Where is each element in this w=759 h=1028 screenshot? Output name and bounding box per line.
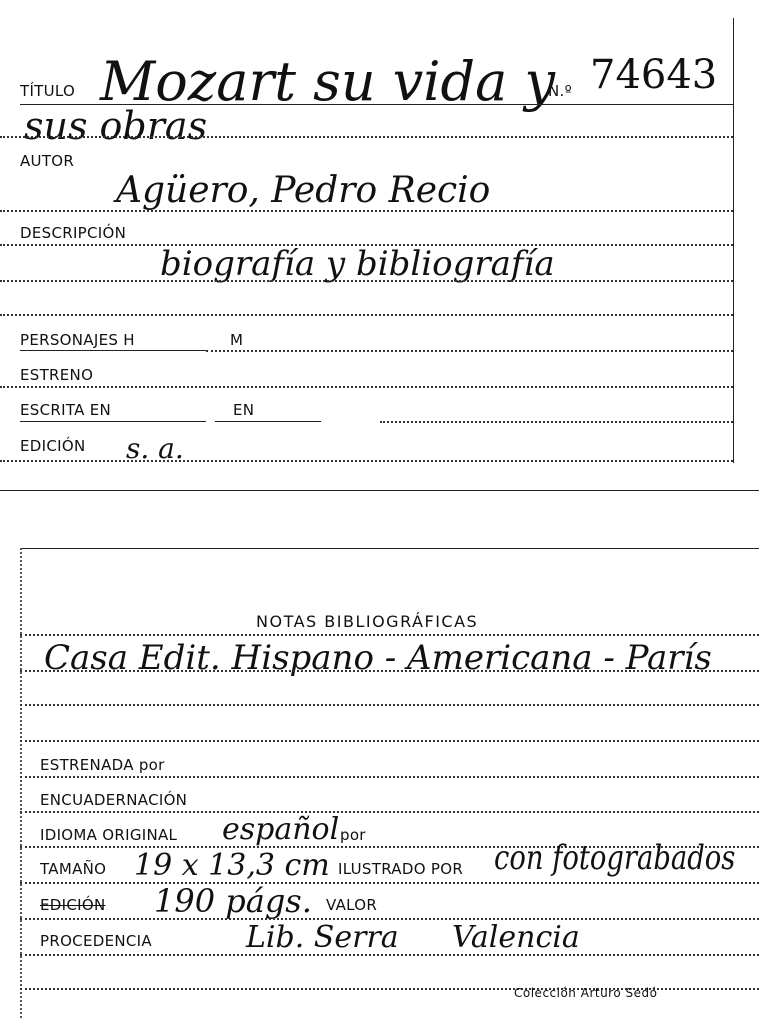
- personajes-h-underline: [20, 350, 206, 351]
- escrita-en-label: ESCRITA EN: [20, 401, 112, 419]
- estreno-label: ESTRENO: [20, 366, 94, 384]
- titulo-value-line2: sus obras: [24, 104, 208, 148]
- notas-dotted-line-1: [20, 634, 759, 636]
- titulo-dotted-line: [0, 136, 733, 138]
- notas-dotted-line-4: [20, 740, 759, 742]
- idioma-label: IDIOMA ORIGINAL: [40, 826, 178, 844]
- notas-value: Casa Edit. Hispano - Americana - París: [44, 638, 712, 678]
- en-label: EN: [233, 401, 255, 419]
- coleccion-footer: Colección Arturo Sedó: [514, 986, 658, 1000]
- procedencia-lib-value: Lib. Serra: [246, 920, 399, 955]
- encuadernacion-label: ENCUADERNACIÓN: [40, 791, 188, 809]
- valor-label: VALOR: [326, 896, 378, 914]
- estrenada-label: ESTRENADA por: [40, 756, 165, 774]
- estrenada-dotted-line: [20, 776, 759, 778]
- personajes-h-label: PERSONAJES H: [20, 331, 135, 349]
- card-bottom-left-border: [20, 548, 22, 1018]
- ilustrado-value: con fotograbados: [494, 838, 736, 878]
- procedencia-city-value: Valencia: [452, 920, 580, 955]
- catalog-card-bottom: [0, 540, 759, 1028]
- numero-label: N.º: [548, 82, 572, 100]
- procedencia-label: PROCEDENCIA: [40, 932, 152, 950]
- descripcion-value: biografía y bibliografía: [160, 244, 555, 284]
- personajes-m-label: M: [230, 331, 244, 349]
- personajes-dotted-line: [206, 350, 733, 352]
- tamano-dotted-line: [20, 882, 759, 884]
- edicion-bottom-label: EDICIÓN: [40, 896, 106, 914]
- procedencia-dotted-line: [20, 954, 759, 956]
- descripcion-dotted-line-1: [0, 244, 733, 246]
- tamano-label: TAMAÑO: [40, 860, 107, 878]
- notas-dotted-line-2: [20, 670, 759, 672]
- titulo-label: TÍTULO: [20, 82, 76, 100]
- edicion-top-value: s. a.: [126, 432, 184, 465]
- edicion-top-label: EDICIÓN: [20, 437, 86, 455]
- titulo-value-line1: Mozart su vida y: [100, 50, 555, 113]
- card-bottom-top-border: [20, 548, 759, 549]
- card-top-right-border: [733, 18, 734, 463]
- escrita-en-dotted-line: [380, 421, 733, 423]
- descripcion-dotted-line-2: [0, 280, 733, 282]
- tamano-value: 19 x 13,3 cm: [134, 848, 330, 883]
- autor-dotted-line: [0, 210, 733, 212]
- escrita-en-underline: [20, 421, 206, 422]
- notas-dotted-line-3: [20, 704, 759, 706]
- ilustrado-label: ILUSTRADO POR: [338, 860, 464, 878]
- descripcion-label: DESCRIPCIÓN: [20, 224, 127, 242]
- autor-value: Agüero, Pedro Recio: [116, 170, 491, 211]
- card-top-bottom-border: [0, 490, 759, 491]
- catalog-card-top: [0, 0, 759, 500]
- en-underline: [215, 421, 321, 422]
- edicion-bottom-value: 190 págs.: [154, 882, 312, 920]
- numero-value: 74643: [590, 52, 718, 98]
- notas-heading: NOTAS BIBLIOGRÁFICAS: [256, 612, 479, 631]
- autor-label: AUTOR: [20, 152, 75, 170]
- descripcion-dotted-line-3: [0, 314, 733, 316]
- encuadernacion-dotted-line: [20, 811, 759, 813]
- edicion-top-dotted-line: [0, 460, 733, 462]
- estreno-dotted-line: [0, 386, 733, 388]
- idioma-por-label: por: [340, 826, 366, 844]
- idioma-value: español: [222, 812, 340, 847]
